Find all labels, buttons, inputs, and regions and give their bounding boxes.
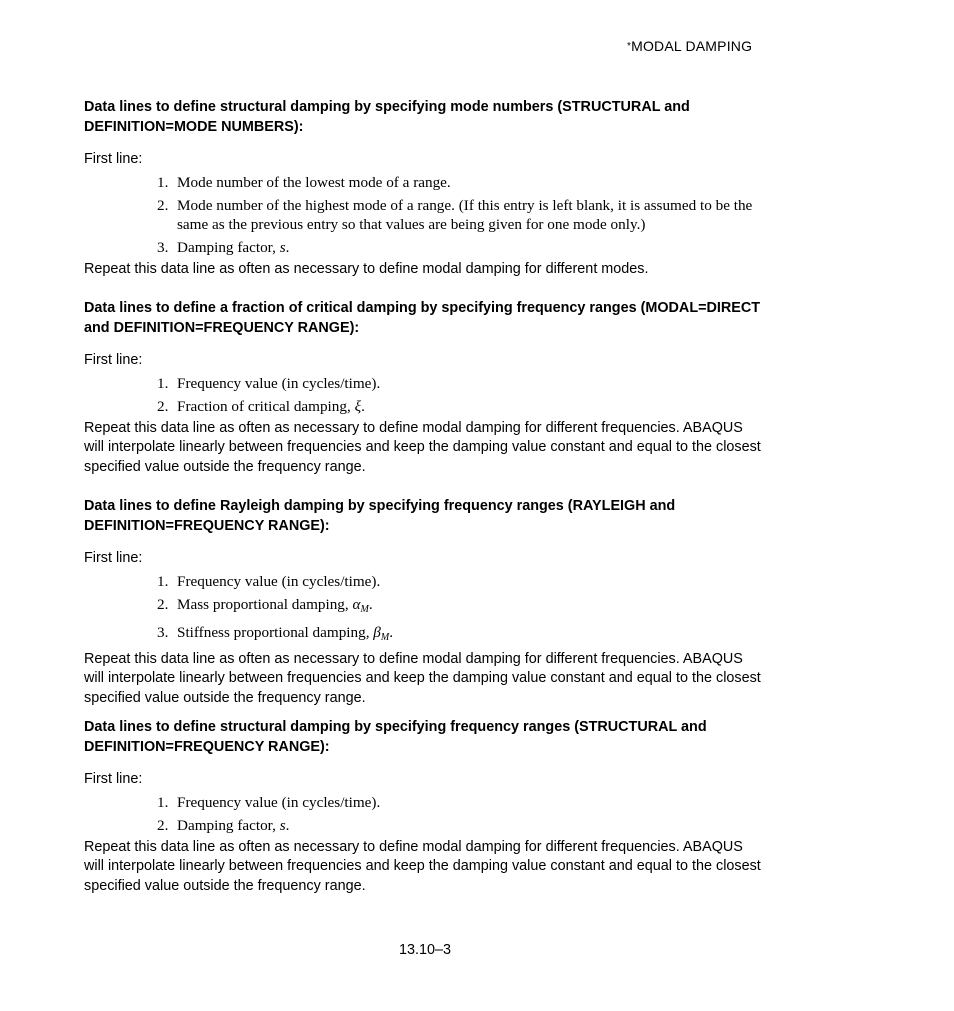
list-item: 2. Fraction of critical damping, ξ. — [157, 398, 365, 415]
header-title: MODAL DAMPING — [631, 38, 753, 54]
list-item: 2. Mass proportional damping, $\alpha_M$. — [157, 596, 373, 615]
page-number: 13.10–3 — [398, 942, 452, 958]
data-line-list — [84, 572, 764, 647]
list-item: 1. Frequency value (in cycles/time). — [157, 794, 381, 811]
section-heading: Data lines to define structural damping by specifying mode numbers (STRUCTURAL and DEFINITION=MODE NUMBERS): — [84, 99, 690, 135]
symbol-s: s — [279, 239, 286, 256]
symbol-beta: β — [373, 624, 381, 641]
section-heading: Data lines to define Rayleigh damping by specifying frequency ranges (RAYLEIGH and DEFINITION=FREQUENCY RANGE): — [84, 498, 676, 534]
section-heading: Data lines to define a fraction of critical damping by specifying frequency ranges (MODAL=DIRECT and DEFINITION=FREQUENCY RANGE): — [84, 300, 761, 336]
first-line-label: First line: — [84, 352, 143, 368]
symbol-alpha: α — [352, 596, 361, 613]
header-star: * — [627, 41, 632, 52]
list-item: 1. Frequency value (in cycles/time). — [157, 375, 381, 392]
running-header — [627, 38, 752, 54]
repeat-note: Repeat this data line as often as necessary to define modal damping for different modes. — [84, 261, 649, 277]
section-critical-damping — [84, 299, 764, 477]
list-item: 3. Damping factor, s. — [157, 239, 290, 256]
data-line-list — [84, 374, 764, 416]
list-item: 2. Damping factor, s. — [157, 817, 290, 834]
section-heading: Data lines to define structural damping by specifying frequency ranges (STRUCTURAL and DEFINITION=FREQUENCY RANGE): — [84, 719, 707, 755]
symbol-subscript: M — [360, 604, 369, 615]
symbol-xi: ξ — [354, 398, 362, 415]
symbol-s: s — [279, 817, 286, 834]
data-line-list — [84, 793, 764, 835]
data-line-list — [84, 173, 764, 257]
section-mode-numbers — [84, 98, 764, 279]
list-item: 1. Mode number of the lowest mode of a range. — [157, 174, 451, 191]
section-structural-frequency — [84, 718, 764, 896]
symbol-subscript: M — [380, 632, 390, 643]
first-line-label: First line: — [84, 771, 143, 787]
list-item: 3. Stiffness proportional damping, $\beta_M$. — [157, 624, 394, 643]
first-line-label: First line: — [84, 550, 143, 566]
repeat-note: Repeat this data line as often as necessary to define modal damping for different frequencies. ABAQUS will interpolate linearly between frequencies and keep the damping value constant and equal to the closest specified value outside the frequency range. — [84, 420, 761, 475]
first-line-label: First line: — [84, 151, 143, 167]
section-rayleigh-damping — [84, 497, 764, 708]
list-item: 2. Mode number of the highest mode of a range. (If this entry is left blank, it is assumed to be the same as the previous entry so that values are being given for one mode only.) — [157, 197, 753, 233]
repeat-note: Repeat this data line as often as necessary to define modal damping for different frequencies. ABAQUS will interpolate linearly between frequencies and keep the damping value constant and equal to the closest specified value outside the frequency range. — [84, 651, 761, 706]
repeat-note: Repeat this data line as often as necessary to define modal damping for different frequencies. ABAQUS will interpolate linearly between frequencies and keep the damping value constant and equal to the closest specified value outside the frequency range. — [84, 839, 761, 894]
list-item: 1. Frequency value (in cycles/time). — [157, 573, 381, 590]
